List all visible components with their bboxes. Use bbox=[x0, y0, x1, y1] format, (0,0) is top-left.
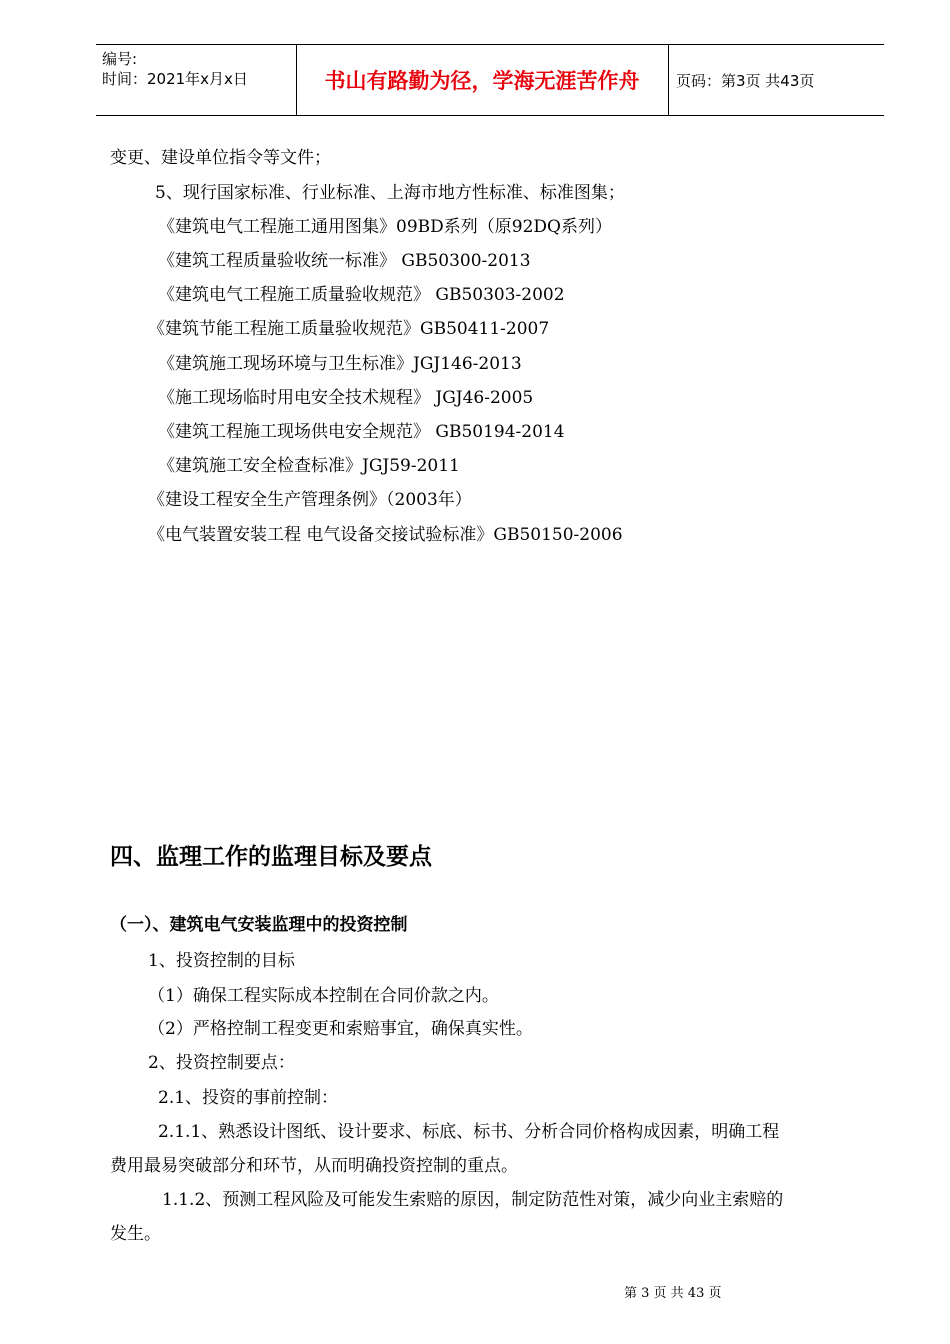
standard-item: 《建筑电气工程施工通用图集》09BD系列（原92DQ系列） bbox=[158, 217, 612, 237]
body-line: 费用最易突破部分和环节，从而明确投资控制的重点。 bbox=[110, 1156, 518, 1176]
standard-item: 《建筑工程质量验收统一标准》 GB50300-2013 bbox=[158, 251, 531, 271]
page-header bbox=[96, 44, 884, 116]
standard-item: 《建筑施工现场环境与卫生标准》JGJ146-2013 bbox=[158, 354, 522, 374]
document-number-label: 编号: bbox=[102, 50, 138, 68]
subsection-title: （一）、建筑电气安装监理中的投资控制 bbox=[110, 915, 408, 935]
standard-item: 《建筑电气工程施工质量验收规范》 GB50303-2002 bbox=[158, 285, 565, 305]
body-line: （2）严格控制工程变更和索赔事宜，确保真实性。 bbox=[148, 1019, 533, 1039]
header-divider bbox=[668, 45, 669, 115]
header-motto: 书山有路勤为径，学海无涯苦作舟 bbox=[324, 69, 640, 93]
body-line: （1）确保工程实际成本控制在合同价款之内。 bbox=[148, 986, 499, 1006]
standard-item: 《电气装置安装工程 电气设备交接试验标准》GB50150-2006 bbox=[148, 525, 623, 545]
standard-item: 《施工现场临时用电安全技术规程》 JGJ46-2005 bbox=[158, 388, 534, 408]
page-footer: 第 3 页 共 43 页 bbox=[624, 1286, 722, 1301]
body-line: 2.1、投资的事前控制： bbox=[158, 1088, 339, 1108]
body-line: 发生。 bbox=[110, 1224, 161, 1244]
standard-item: 《建筑节能工程施工质量验收规范》GB50411-2007 bbox=[148, 319, 550, 339]
body-line: 2、投资控制要点： bbox=[148, 1053, 295, 1073]
body-line: 2.1.1、熟悉设计图纸、设计要求、标底、标书、分析合同价格构成因素，明确工程 bbox=[158, 1122, 780, 1142]
body-line: 变更、建设单位指令等文件； bbox=[110, 148, 331, 168]
standard-item: 《建筑工程施工现场供电安全规范》 GB50194-2014 bbox=[158, 422, 565, 442]
header-page-info: 页码：第3页 共43页 bbox=[676, 71, 815, 90]
body-line: 5、现行国家标准、行业标准、上海市地方性标准、标准图集； bbox=[155, 183, 625, 203]
standard-item: 《建设工程安全生产管理条例》（2003年） bbox=[148, 490, 472, 510]
section-title: 四、监理工作的监理目标及要点 bbox=[110, 844, 432, 870]
document-time: 时间：2021年x月x日 bbox=[102, 70, 248, 88]
body-line: 1.1.2、预测工程风险及可能发生索赔的原因，制定防范性对策，减少向业主索赔的 bbox=[162, 1190, 784, 1210]
header-meta bbox=[102, 49, 298, 89]
standard-item: 《建筑施工安全检查标准》JGJ59-2011 bbox=[158, 456, 460, 476]
body-line: 1、投资控制的目标 bbox=[148, 951, 295, 971]
